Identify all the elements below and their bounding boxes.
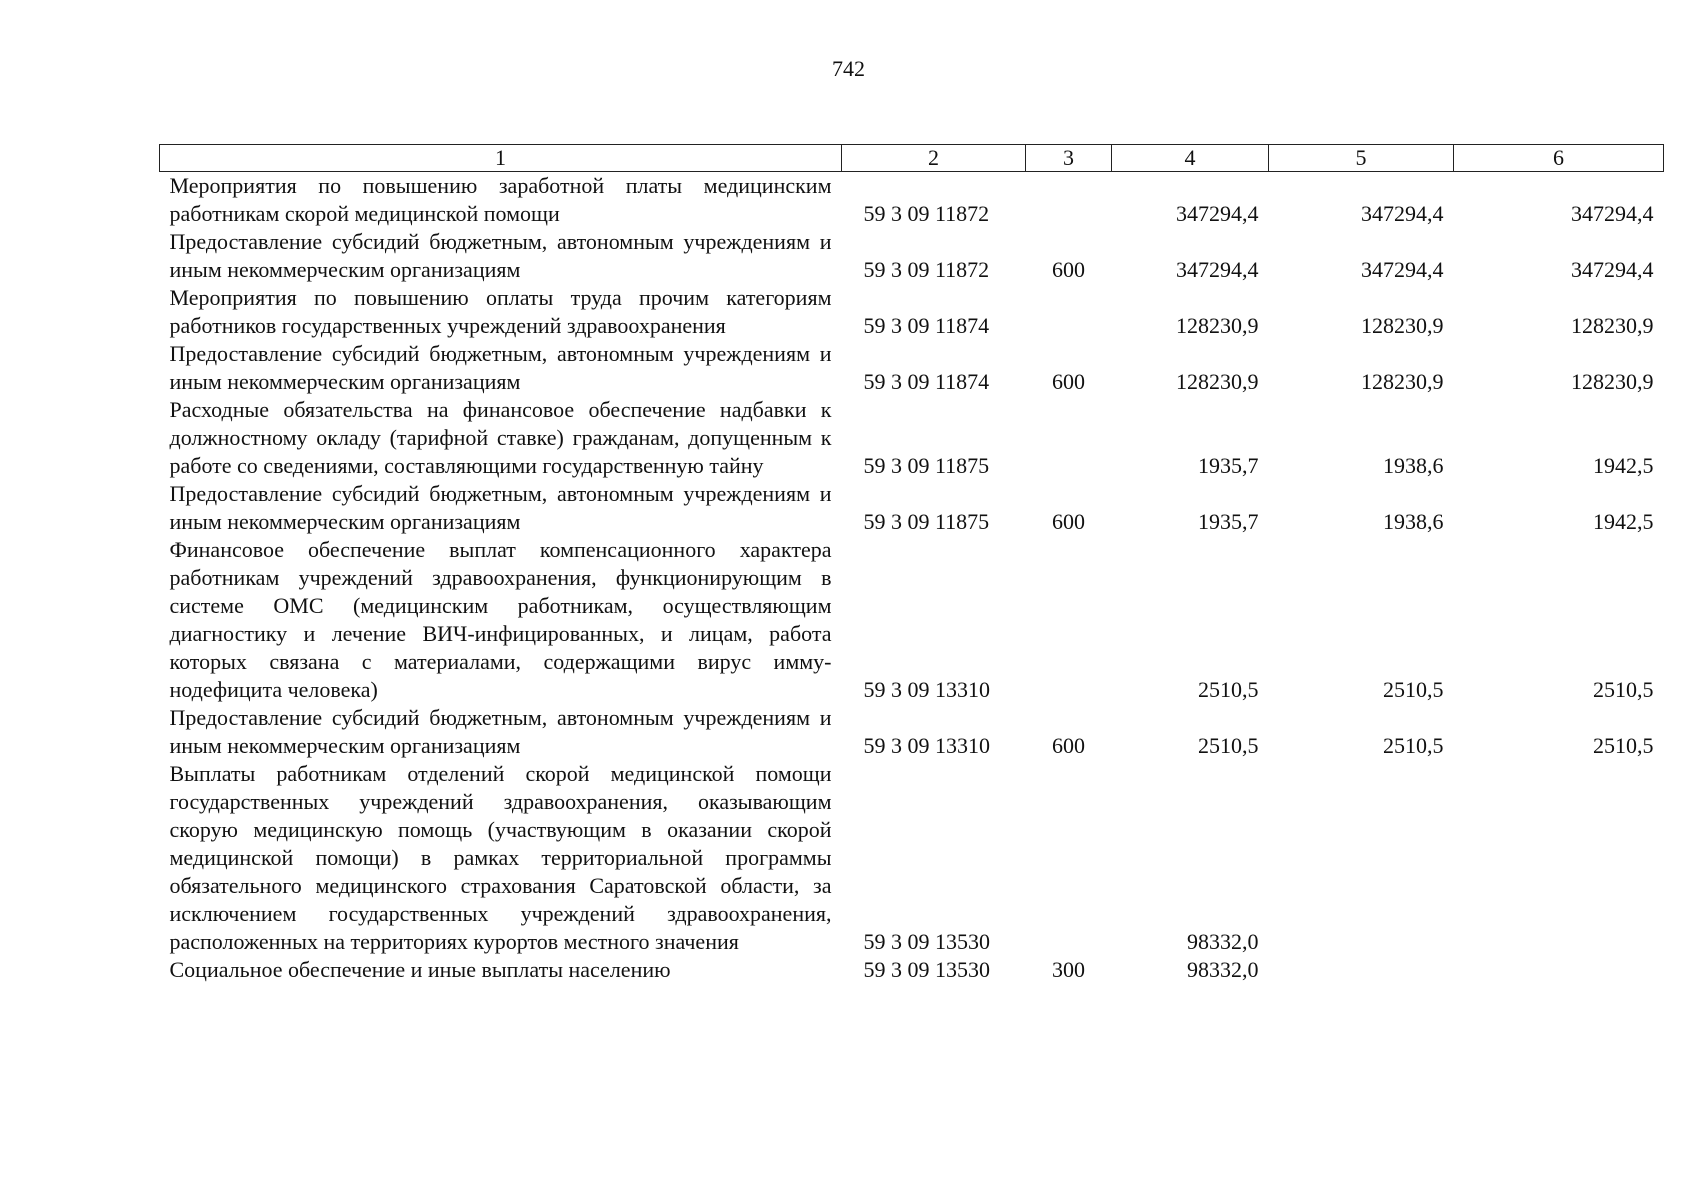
row-type: 600	[1052, 733, 1085, 758]
row-code: 59 3 09 13530	[863, 957, 990, 982]
row-name: Выплаты работникам отделений скорой медицинской помощи государственных учреждений здравоохранения, оказывающим скорую медицинскую помощь (участвующим в оказании скорой медицинской помощи) в рамках территориальной программы обязательного медицинского страхования Саратовской области, за исключением государственных учреждений здравоохранения, расположенных на территориях курортов местного значения	[169, 761, 832, 954]
row-code: 59 3 09 11875	[863, 453, 990, 478]
row-code: 59 3 09 11874	[863, 313, 990, 338]
row-type: 600	[1052, 369, 1085, 394]
table-row	[160, 396, 1664, 480]
row-value-6: 2510,5	[1593, 733, 1654, 758]
row-value-4: 98332,0	[1187, 929, 1259, 954]
row-name: Предоставление субсидий бюджетным, автономным учреждениям и иным некоммерческим организациям	[169, 481, 832, 534]
row-code: 59 3 09 11874	[863, 369, 990, 394]
row-name: Расходные обязательства на финансовое обеспечение надбавки к должностному окладу (тарифной ставке) гражданам, допущенным к работе со сведениями, составляющими государственную тайну	[169, 397, 832, 478]
row-type	[1026, 172, 1112, 229]
row-value-5: 128230,9	[1361, 313, 1444, 338]
page-number: 742	[832, 56, 865, 81]
table-row	[160, 228, 1664, 284]
table-row	[160, 704, 1664, 760]
row-name: Мероприятия по повышению оплаты труда прочим категориям работников государственных учреждений здравоохранения	[169, 285, 832, 338]
row-value-6: 347294,4	[1571, 257, 1654, 282]
row-value-5: 347294,4	[1361, 257, 1444, 282]
row-name: Финансовое обеспечение выплат компенсационного характера работникам учреждений здравоохранения, функционирующим в системе ОМС (медицинским работникам, осуществляющим диагностику и лечение ВИЧ-инфицированных, и лицам, работа которых связана с материалами, содержащими вирус иммунодефицита человека)	[169, 537, 832, 702]
table-row	[160, 172, 1664, 229]
header-row	[160, 145, 1664, 172]
row-type: 300	[1052, 957, 1085, 982]
row-name: Предоставление субсидий бюджетным, автономным учреждениям и иным некоммерческим организациям	[169, 705, 832, 758]
row-value-5: 2510,5	[1383, 733, 1444, 758]
row-code: 59 3 09 11872	[863, 201, 990, 226]
row-value-4: 128230,9	[1176, 313, 1259, 338]
table-row	[160, 480, 1664, 536]
row-name: Предоставление субсидий бюджетным, автономным учреждениям и иным некоммерческим организациям	[169, 229, 832, 282]
table-header	[160, 145, 1664, 172]
row-code: 59 3 09 11875	[863, 509, 990, 534]
row-name: Социальное обеспечение и иные выплаты населению	[169, 957, 671, 982]
row-value-4: 347294,4	[1176, 201, 1259, 226]
row-value-5	[1269, 956, 1454, 984]
row-code: 59 3 09 13310	[863, 677, 990, 702]
table-row	[160, 536, 1664, 704]
row-value-6: 2510,5	[1593, 677, 1654, 702]
row-value-6	[1454, 956, 1664, 984]
row-type	[1026, 396, 1112, 480]
row-value-4: 1935,7	[1198, 509, 1259, 534]
table-row	[160, 284, 1664, 340]
row-code: 59 3 09 11872	[863, 257, 990, 282]
row-value-4: 2510,5	[1198, 677, 1259, 702]
table-row	[160, 956, 1664, 984]
row-value-6	[1454, 760, 1664, 956]
table-row	[160, 760, 1664, 956]
column-header-4: 4	[1112, 145, 1269, 172]
row-value-5: 2510,5	[1383, 677, 1444, 702]
row-value-6: 347294,4	[1571, 201, 1654, 226]
row-value-5	[1269, 760, 1454, 956]
column-header-6: 6	[1454, 145, 1664, 172]
row-value-5: 1938,6	[1383, 509, 1444, 534]
row-value-4: 98332,0	[1187, 957, 1259, 982]
row-name: Мероприятия по повышению заработной платы медицинским работникам скорой медицинской помощи	[169, 173, 832, 226]
row-value-5: 128230,9	[1361, 369, 1444, 394]
column-header-5: 5	[1269, 145, 1454, 172]
row-type: 600	[1052, 509, 1085, 534]
row-type: 600	[1052, 257, 1085, 282]
row-type	[1026, 760, 1112, 956]
row-value-4: 2510,5	[1198, 733, 1259, 758]
row-value-6: 128230,9	[1571, 313, 1654, 338]
row-code: 59 3 09 13530	[863, 929, 990, 954]
row-value-6: 1942,5	[1593, 453, 1654, 478]
row-value-5: 1938,6	[1383, 453, 1444, 478]
row-type	[1026, 284, 1112, 340]
row-type	[1026, 536, 1112, 704]
row-value-4: 347294,4	[1176, 257, 1259, 282]
column-header-2: 2	[842, 145, 1026, 172]
table-body	[160, 172, 1664, 985]
row-name: Предоставление субсидий бюджетным, автономным учреждениям и иным некоммерческим организациям	[169, 341, 832, 394]
row-value-4: 128230,9	[1176, 369, 1259, 394]
row-value-6: 1942,5	[1593, 509, 1654, 534]
row-value-6: 128230,9	[1571, 369, 1654, 394]
column-header-3: 3	[1026, 145, 1112, 172]
row-code: 59 3 09 13310	[863, 733, 990, 758]
table-row	[160, 340, 1664, 396]
column-header-1: 1	[160, 145, 842, 172]
budget-table	[159, 144, 1664, 984]
row-value-4: 1935,7	[1198, 453, 1259, 478]
row-value-5: 347294,4	[1361, 201, 1444, 226]
